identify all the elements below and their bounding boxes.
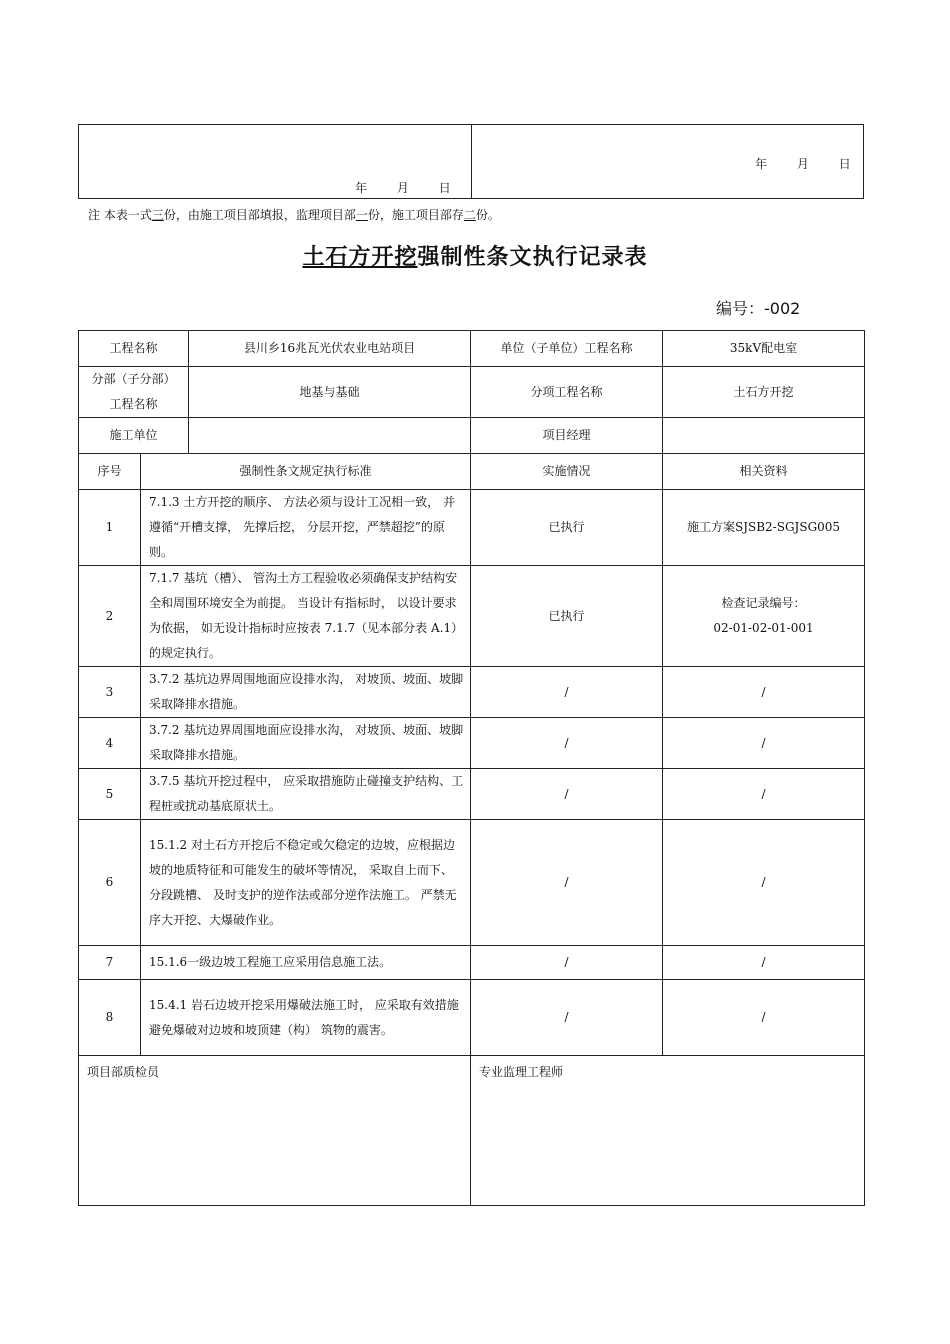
row-index: 5	[79, 769, 141, 820]
serial-number: 编号：-002	[716, 299, 801, 318]
table-row	[79, 980, 865, 1056]
project-name-label: 工程名称	[79, 331, 189, 367]
info-row-project	[79, 331, 865, 367]
table-row	[79, 946, 865, 980]
table-row	[79, 667, 865, 718]
title-underlined: 土石方开挖	[302, 245, 418, 270]
row-reference: /	[663, 820, 865, 946]
row-standard: 15.4.1 岩石边坡开挖采用爆破法施工时， 应采取有效措施避免爆破对边坡和坡顶建（构） 筑物的震害。	[141, 980, 471, 1056]
row-standard: 7.1.3 土方开挖的顺序、 方法必须与设计工况相一致， 并遵循“开槽支撑， 先撑后挖， 分层开挖，严禁超挖”的原则。	[141, 490, 471, 566]
unit-label: 单位（子单位）工程名称	[471, 331, 663, 367]
row-reference: 检查记录编号： 02-01-02-01-001	[663, 566, 865, 667]
contractor-label: 施工单位	[79, 418, 189, 454]
row-status: /	[471, 769, 663, 820]
row-status: 已执行	[471, 566, 663, 667]
note-mid2: 份，施工项目部存	[367, 208, 464, 222]
row-standard: 3.7.2 基坑边界周围地面应设排水沟， 对坡顶、坡面、坡脚采取降排水措施。	[141, 667, 471, 718]
row-index: 6	[79, 820, 141, 946]
division-value: 地基与基础	[189, 367, 471, 418]
row-standard: 3.7.2 基坑边界周围地面应设排水沟， 对坡顶、坡面、坡脚采取降排水措施。	[141, 718, 471, 769]
col-status-header: 实施情况	[471, 454, 663, 490]
project-name-value: 县川乡16兆瓦光伏农业电站项目	[189, 331, 471, 367]
note-copies-total: 三	[151, 208, 164, 222]
record-table	[78, 330, 865, 1206]
manager-label: 项目经理	[471, 418, 663, 454]
row-status: /	[471, 820, 663, 946]
col-index-header: 序号	[79, 454, 141, 490]
supervisor-signature: 专业监理工程师	[471, 1056, 865, 1206]
table-row	[79, 718, 865, 769]
row-index: 3	[79, 667, 141, 718]
row-status: /	[471, 718, 663, 769]
signoff-date-left: 年 月 日	[355, 181, 452, 195]
row-standard: 7.1.7 基坑（槽）、 管沟土方工程验收必须确保支护结构安全和周围环境安全为前提。 当设计有指标时， 以设计要求为依据， 如无设计指标时应按表 7.1.7（见本部分表 A.1） 的规定执行。	[141, 566, 471, 667]
subitem-value: 土石方开挖	[663, 367, 865, 418]
row-reference: /	[663, 718, 865, 769]
row-index: 2	[79, 566, 141, 667]
row-reference: /	[663, 769, 865, 820]
signature-row	[79, 1056, 865, 1206]
copies-note	[88, 206, 500, 223]
unit-value: 35kV配电室	[663, 331, 865, 367]
division-label: 分部（子分部）工程名称	[79, 367, 189, 418]
row-reference: /	[663, 980, 865, 1056]
row-standard: 15.1.2 对土石方开挖后不稳定或欠稳定的边坡，应根据边坡的地质特征和可能发生的破坏等情况， 采取自上而下、 分段跳槽、 及时支护的逆作法或部分逆作法施工。 严禁无序大开挖、大爆破作业。	[141, 820, 471, 946]
row-status: /	[471, 667, 663, 718]
row-status: 已执行	[471, 490, 663, 566]
row-index: 7	[79, 946, 141, 980]
row-standard: 15.1.6一级边坡工程施工应采用信息施工法。	[141, 946, 471, 980]
row-standard: 3.7.5 基坑开挖过程中， 应采取措施防止碰撞支护结构、工程桩或扰动基底原状土。	[141, 769, 471, 820]
signoff-date-right: 年 月 日	[755, 157, 852, 171]
manager-value	[663, 418, 865, 454]
top-signoff-box	[78, 124, 864, 199]
row-reference: /	[663, 667, 865, 718]
table-row	[79, 490, 865, 566]
row-reference: /	[663, 946, 865, 980]
note-copies-supervision: 一	[355, 208, 368, 222]
row-reference: 施工方案SJSB2-SGJSG005	[663, 490, 865, 566]
row-index: 1	[79, 490, 141, 566]
note-mid1: 份，由施工项目部填报，监理项目部	[163, 208, 356, 222]
column-header-row	[79, 454, 865, 490]
col-reference-header: 相关资料	[663, 454, 865, 490]
contractor-value	[189, 418, 471, 454]
info-row-division	[79, 367, 865, 418]
note-suffix: 份。	[475, 208, 500, 222]
info-row-contractor	[79, 418, 865, 454]
note-prefix: 注 本表一式	[88, 208, 152, 222]
title-rest: 强制性条文执行记录表	[417, 245, 648, 270]
row-index: 8	[79, 980, 141, 1056]
page-title	[0, 240, 950, 271]
row-status: /	[471, 980, 663, 1056]
note-copies-construction: 二	[463, 208, 476, 222]
table-row	[79, 820, 865, 946]
signoff-divider	[471, 125, 472, 198]
subitem-label: 分项工程名称	[471, 367, 663, 418]
row-status: /	[471, 946, 663, 980]
table-row	[79, 566, 865, 667]
col-standard-header: 强制性条文规定执行标准	[141, 454, 471, 490]
row-index: 4	[79, 718, 141, 769]
table-row	[79, 769, 865, 820]
qc-inspector-signature: 项目部质检员	[79, 1056, 471, 1206]
